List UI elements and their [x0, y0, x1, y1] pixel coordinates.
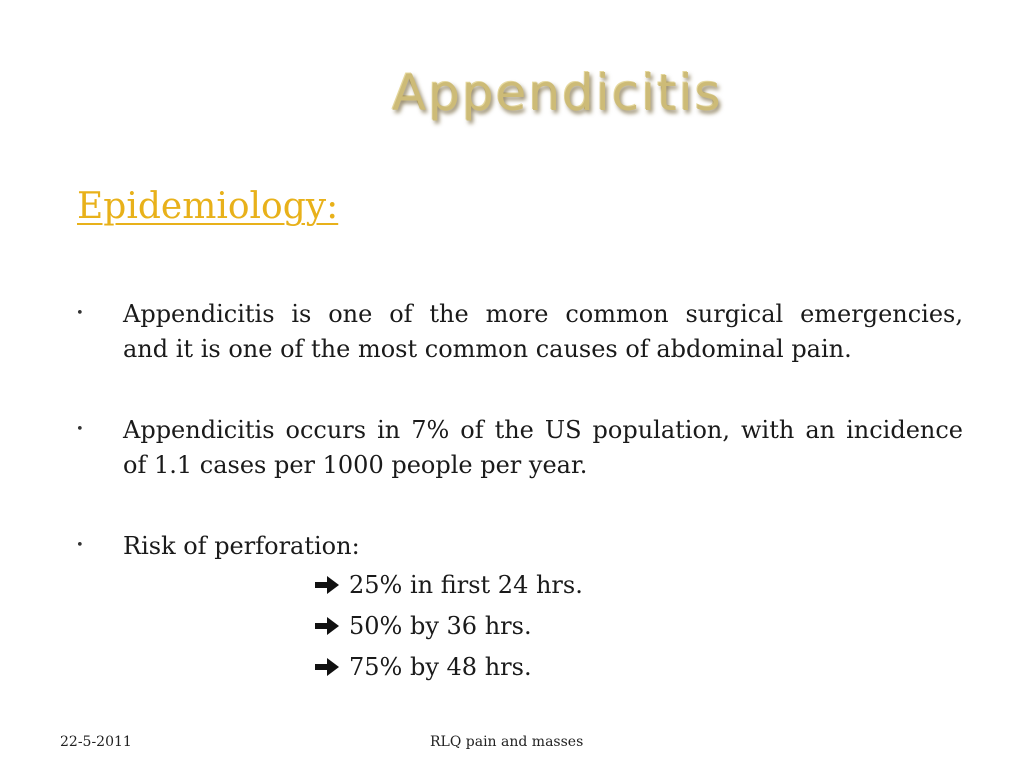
bullet-text: [123, 297, 963, 367]
perforation-item-text: 75% by 48 hrs.: [349, 653, 532, 681]
perforation-item-text: 25% in first 24 hrs.: [349, 571, 583, 599]
right-arrow-icon: [313, 573, 341, 597]
footer-date: 22-5-2011: [60, 734, 132, 750]
bullet-line: of 1.1 cases per 1000 people per year.: [123, 451, 588, 479]
bullet-marker: •: [76, 422, 84, 437]
bullet-marker: •: [76, 538, 84, 553]
perforation-item: [313, 653, 532, 681]
bullet-text: [123, 529, 963, 564]
slide-title: Appendicitis: [392, 64, 723, 122]
perforation-item: [313, 612, 532, 640]
bullet-line: Risk of perforation:: [123, 532, 360, 560]
bullet-line: and it is one of the most common causes of abdominal pain.: [123, 335, 852, 363]
bullet-line: Appendicitis is one of the more common surgical emergencies,: [123, 300, 963, 328]
section-heading: Epidemiology:: [77, 186, 339, 227]
bullet-line: Appendicitis occurs in 7% of the US population, with an incidence: [123, 416, 963, 444]
perforation-item-text: 50% by 36 hrs.: [349, 612, 532, 640]
footer-title: RLQ pain and masses: [430, 734, 584, 750]
perforation-item: [313, 571, 583, 599]
bullet-text: [123, 413, 963, 483]
right-arrow-icon: [313, 614, 341, 638]
bullet-marker: •: [76, 306, 84, 321]
right-arrow-icon: [313, 655, 341, 679]
